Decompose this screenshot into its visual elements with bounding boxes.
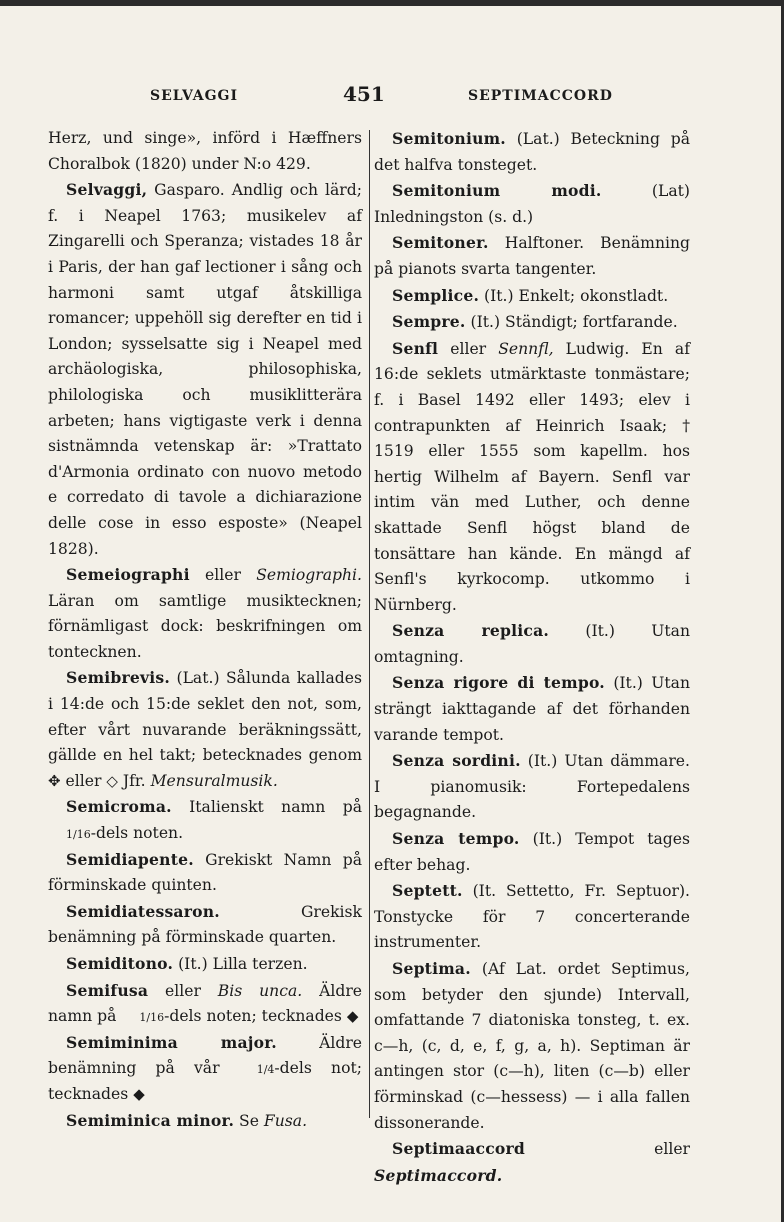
header-left-word: SELVAGGI [150, 88, 239, 104]
entry-semiminica-minor [48, 1108, 362, 1135]
entry-text: Ludwig. En af 16:de seklets utmärktaste tonmästare; f. i Basel 1492 eller 1493; elev i contrapunkten af Heinrich Isaak; † 1519 eller 1555 som kapellm. hos hertig Wilhelm af Bayern. Senfl var intim vän med Luther, och denne skattade Senfl högst bland de tonsättare han kände. En mängd af Senfl's kyrkocomp. utkommo i Nürnberg. [374, 339, 690, 614]
filled-diamond-note-icon: ◆ [133, 1084, 145, 1103]
headword: Senza rigore di tempo. [392, 673, 605, 693]
headword: Semidiatessaron. [66, 901, 220, 921]
headword: Senza replica. [392, 621, 550, 641]
entry-text: (Lat.) Sålunda kallades i 14:de och 15:de seklet den not, som, efter vårt nuvarande beräkningssätt, gällde en hel takt; betecknades genom [48, 669, 362, 765]
entry-septett [374, 878, 690, 956]
left-column [48, 126, 362, 1134]
entry-text: (It.) Utan dämmare. I pianomusik: Fortepedalens begagnande. [374, 752, 690, 822]
fraction: 1/16 [66, 827, 91, 841]
entry-senfl [374, 336, 690, 619]
header-right-word: SEPTIMACCORD [468, 88, 613, 104]
fraction: 1/4 [256, 1062, 275, 1076]
connector-text: eller [148, 981, 218, 1000]
headword: Septimaaccord [392, 1139, 526, 1159]
cross-reference: Fusa. [263, 1111, 308, 1130]
entry-septimaaccord [374, 1136, 690, 1189]
note-symbol-icon: ✥ [48, 771, 61, 790]
entry-text: (Lat) Inledningston (s. d.) [374, 182, 690, 226]
entry-semitoner [374, 230, 690, 282]
headword: Semifusa [66, 980, 149, 1000]
entry-text: (It.) Lilla terzen. [173, 955, 308, 973]
connector-text: eller [525, 1140, 690, 1159]
entry-text: Gasparo. Andlig och lärd; f. i Neapel 1763; musikelev af Zingarelli och Speranza; vistades 18 år i Paris, der han gaf lectioner i sång och harmoni samt utgaf åtskilliga romancer; uppehöll sig derefter en tid i London; sysselsatte sig i Neapel med archäologiska, philosophiska, philologiska och musiklitterära arbeten; hans vigtigaste verk i denna sistnämnda vetenskap är: »Trattato d'Armonia ordinato con nuovo metodo e corredato di tavole a dichiarazione delle cose in esso esposte» (Neapel 1828). [48, 181, 362, 558]
alt-headword: Bis unca. [217, 981, 303, 1000]
entry-semplice [374, 283, 690, 310]
fraction: 1/16 [139, 1010, 165, 1024]
headword: Septett. [392, 881, 463, 901]
entry-text: Äldre benämning på vår [48, 1033, 362, 1078]
alt-headword: Sennfl, [498, 339, 554, 358]
running-header [0, 84, 784, 108]
diamond-note-icon: ◇ [106, 771, 118, 790]
headword: Sempre. [392, 312, 466, 332]
headword: Senza tempo. [392, 829, 520, 849]
entry-continuation [48, 126, 362, 177]
entry-text: (It.) Ständigt; fortfarande. [465, 313, 678, 332]
filled-diamond-note-icon: ◆ [346, 1007, 359, 1026]
connector-text: eller [438, 339, 499, 358]
headword: Senfl [392, 338, 439, 358]
headword: Septima. [392, 959, 471, 978]
entry-semifusa [48, 978, 362, 1030]
entry-text: (It.) Utan omtagning. [374, 622, 690, 666]
entry-senza-replica [374, 618, 690, 670]
cross-reference: Mensuralmusik. [150, 771, 278, 790]
entry-semicroma [48, 794, 362, 846]
headword: Semiminima major. [66, 1032, 277, 1052]
connector-text: eller [189, 566, 257, 585]
entry-text: Halftoner. Benämning på pianots svarta tangenter. [374, 234, 690, 278]
entry-text-tail: -dels noten. [90, 824, 184, 843]
entry-semidiapente [48, 847, 362, 899]
page-top-edge [0, 0, 784, 6]
entry-text-tail: -dels not; tecknades [48, 1059, 362, 1103]
entry-text: Läran om samtlige musiktecknen; förnämligast dock: beskrifningen om tontecknen. [48, 591, 362, 661]
entry-selvaggi [48, 177, 362, 562]
headword: Senza sordini. [392, 751, 521, 771]
entry-septima [374, 956, 690, 1136]
headword: Semplice. [392, 285, 480, 305]
headword: Semiditono. [66, 954, 174, 973]
jfr-text: Jfr. [117, 771, 151, 790]
entry-semidiatessaron [48, 899, 362, 951]
entry-text: (It.) Enkelt; okonstladt. [479, 286, 669, 305]
entry-text-tail: -dels noten; tecknades [164, 1007, 347, 1026]
entry-text: Italienskt namn på [171, 798, 362, 817]
column-divider [369, 130, 370, 1118]
headword: Selvaggi, [66, 180, 148, 200]
entry-senza-tempo [374, 826, 690, 878]
headword: Semidiapente. [66, 849, 194, 869]
entry-semeiographi [48, 562, 362, 665]
entry-sempre [374, 309, 690, 336]
entry-text: (It. Settetto, Fr. Septuor). Tonstycke för 7 concerterande instrumenter. [374, 882, 690, 952]
headword: Semiminica minor. [66, 1110, 235, 1130]
page-number: 451 [343, 82, 385, 106]
alt-headword: Septimaccord. [374, 1165, 503, 1185]
entry-semiditono [48, 951, 362, 978]
connector-text: Se [234, 1111, 264, 1130]
right-column [374, 126, 690, 1189]
entry-semitonium-modi [374, 178, 690, 230]
headword: Semibrevis. [66, 668, 171, 688]
entry-text: (It.) Utan strängt iakttagande af det förhanden varande tempot. [374, 674, 690, 744]
entry-semibrevis [48, 665, 362, 794]
entry-semiminima-major [48, 1030, 362, 1108]
entry-text: Herz, und singe», införd i Hæffners Choralbok (1820) under N:o 429. [48, 129, 362, 173]
entry-text: (Lat.) Beteckning på det halfva tonsteget. [374, 130, 690, 174]
alt-headword: Semiographi. [256, 566, 362, 585]
headword: Semitonium. [392, 129, 506, 148]
entry-text: (Af Lat. ordet Septimus, som betyder den sjunde) Intervall, omfattande 7 diatoniska tonsteg, t. ex. c—h, (c, d, e, f, g, a, h). Septiman är antingen stor (c—h), liten (c—b) eller förminskad (c—hessess) — i alla fallen dissonerande. [374, 960, 690, 1132]
entry-text: Äldre namn på [48, 981, 362, 1026]
entry-senza-sordini [374, 748, 690, 826]
entry-semitonium [374, 126, 690, 178]
entry-senza-rigore-di-tempo [374, 670, 690, 748]
headword: Semitonium modi. [392, 181, 602, 201]
headword: Semitoner. [392, 233, 489, 253]
entry-text: Grekiskt Namn på förminskade quinten. [48, 850, 362, 895]
entry-text: Grekisk benämning på förminskade quarten. [48, 902, 362, 947]
entry-text: (It.) Tempot tages efter behag. [374, 830, 690, 874]
headword: Semeiographi [66, 565, 190, 585]
headword: Semicroma. [66, 797, 172, 817]
connector-text: eller [60, 771, 107, 790]
